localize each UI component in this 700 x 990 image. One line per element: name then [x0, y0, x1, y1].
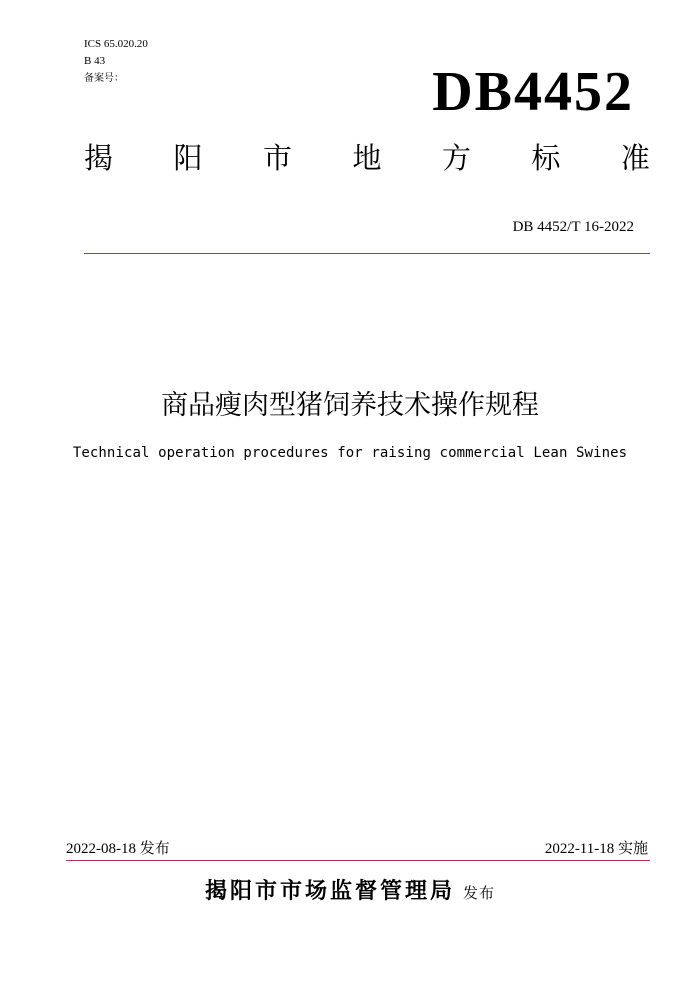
- classification-code: B 43: [84, 55, 106, 67]
- subtitle-char: 方: [441, 141, 471, 175]
- issuer-name: 揭阳市市场监督管理局: [204, 879, 455, 904]
- standard-number: DB 4452/T 16-2022: [512, 219, 634, 235]
- ics-code: ICS 65.020.20: [84, 38, 148, 50]
- subtitle-char: 市: [262, 141, 292, 175]
- issuer: [0, 876, 700, 909]
- effective-date: 2022-11-18 实施: [544, 841, 648, 857]
- document-title-chinese: 商品瘦肉型猪饲养技术操作规程: [161, 390, 539, 421]
- subtitle-char: 准: [620, 141, 650, 175]
- document-title-english: Technical operation procedures for raising commercial Lean Swines: [72, 445, 628, 461]
- subtitle-char: 阳: [173, 141, 203, 175]
- standard-type-title: [84, 140, 650, 176]
- subtitle-char: 揭: [84, 141, 114, 175]
- header-divider: [84, 253, 650, 254]
- footer-divider: [66, 860, 650, 861]
- record-number-label: 备案号：: [84, 73, 124, 84]
- subtitle-char: 标: [531, 141, 561, 175]
- standard-code: DB4452: [432, 61, 634, 123]
- publish-date: 2022-08-18 发布: [66, 841, 170, 857]
- issuer-suffix: 发布: [463, 884, 496, 902]
- subtitle-char: 地: [352, 141, 382, 175]
